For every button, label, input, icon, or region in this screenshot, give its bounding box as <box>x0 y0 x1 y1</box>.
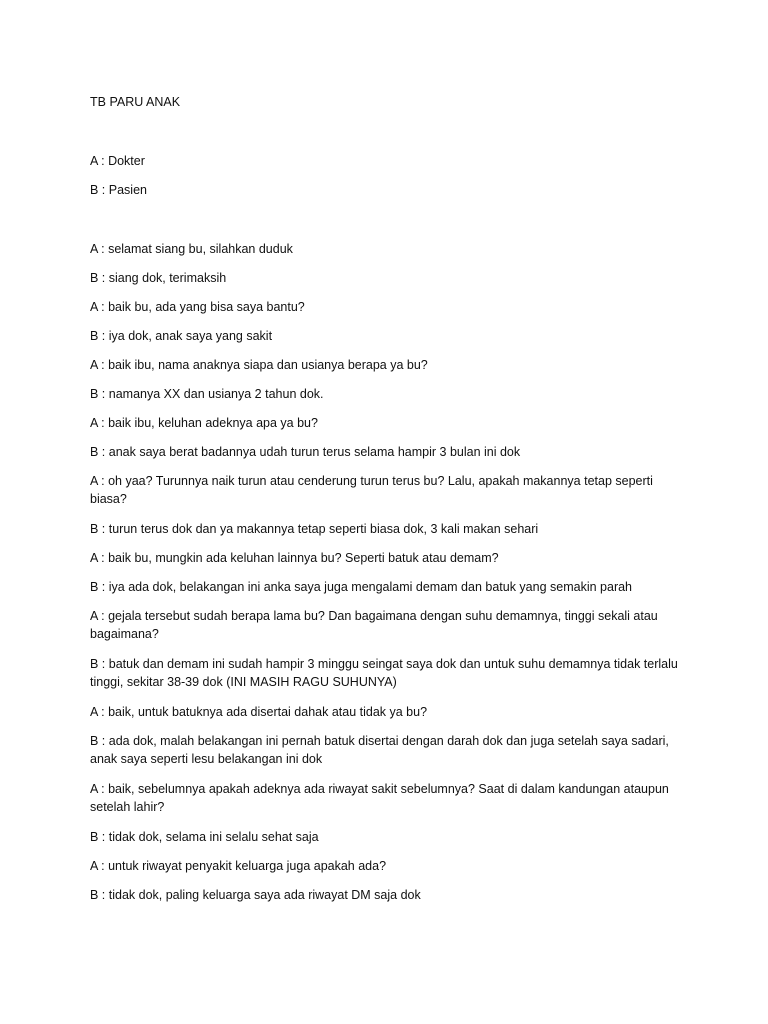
dialogue-line: A : baik bu, mungkin ada keluhan lainnya bu? Seperti batuk atau demam? <box>90 551 499 565</box>
dialogue-line: B : siang dok, terimaksih <box>90 271 227 285</box>
dialogue-line: B : ada dok, malah belakangan ini pernah batuk disertai dengan darah dok dan juga setelah saya sadari, anak saya seperti lesu belakangan ini dok <box>90 734 669 766</box>
dialogue-line: B : anak saya berat badannya udah turun terus selama hampir 3 bulan ini dok <box>90 445 521 459</box>
dialogue-line: A : baik, sebelumnya apakah adeknya ada riwayat sakit sebelumnya? Saat di dalam kandungan ataupun setelah lahir? <box>90 782 669 814</box>
dialogue-line: A : selamat siang bu, silahkan duduk <box>90 242 293 256</box>
dialogue-line: A : baik ibu, keluhan adeknya apa ya bu? <box>90 416 318 430</box>
speaker-legend-b: B : Pasien <box>90 183 147 197</box>
dialogue-line: B : tidak dok, selama ini selalu sehat saja <box>90 830 319 844</box>
dialogue-line: B : iya ada dok, belakangan ini anka saya juga mengalami demam dan batuk yang semakin parah <box>90 580 633 594</box>
dialogue-line: A : gejala tersebut sudah berapa lama bu? Dan bagaimana dengan suhu demamnya, tinggi sekali atau bagaimana? <box>90 609 658 641</box>
dialogue-line: A : oh yaa? Turunnya naik turun atau cenderung turun terus bu? Lalu, apakah makannya tetap seperti biasa? <box>90 474 653 506</box>
dialogue-line: B : iya dok, anak saya yang sakit <box>90 329 273 343</box>
speaker-legend-a: A : Dokter <box>90 154 145 168</box>
dialogue-line: B : tidak dok, paling keluarga saya ada riwayat DM saja dok <box>90 888 421 902</box>
dialogue-line: B : turun terus dok dan ya makannya tetap seperti biasa dok, 3 kali makan sehari <box>90 522 539 536</box>
dialogue-line: A : baik ibu, nama anaknya siapa dan usianya berapa ya bu? <box>90 358 428 372</box>
dialogue-line: A : baik bu, ada yang bisa saya bantu? <box>90 300 305 314</box>
dialogue-line: A : untuk riwayat penyakit keluarga juga apakah ada? <box>90 859 387 873</box>
dialogue-line: A : baik, untuk batuknya ada disertai dahak atau tidak ya bu? <box>90 705 428 719</box>
dialogue-line: B : namanya XX dan usianya 2 tahun dok. <box>90 387 324 401</box>
dialogue-line: B : batuk dan demam ini sudah hampir 3 minggu seingat saya dok dan untuk suhu demamnya tidak terlalu tinggi, sekitar 38-39 dok (INI MASIH RAGU SUHUNYA) <box>90 657 678 689</box>
document-title: TB PARU ANAK <box>90 95 181 109</box>
